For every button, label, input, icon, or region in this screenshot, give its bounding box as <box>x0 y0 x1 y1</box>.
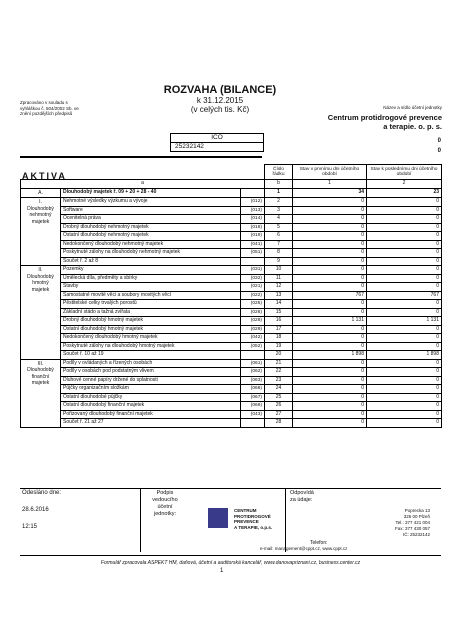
col-2: 2 <box>367 180 442 189</box>
col-1: 1 <box>293 180 367 189</box>
row-label: Součet ř. 10 až 19 <box>61 351 241 360</box>
row-code <box>241 419 265 428</box>
stamp-line: PREVENCE <box>234 519 259 524</box>
value-current: 0 <box>293 249 367 258</box>
value-current: 0 <box>293 368 367 377</box>
table-row <box>21 223 442 232</box>
row-label: Pořizovaný dlouhodobý finanční majetek <box>61 410 241 419</box>
section-name: Dlouhodobý finanční majetek <box>27 367 54 386</box>
row-code <box>241 257 265 266</box>
table-row <box>21 274 442 283</box>
row-code: (014) <box>241 215 265 224</box>
legal-note-line: znění pozdějších předpisů <box>20 111 73 116</box>
value-current: 767 <box>293 291 367 300</box>
responsible-line: Odpovídá <box>290 490 314 496</box>
row-number: 20 <box>265 351 293 360</box>
value-previous: 0 <box>367 385 442 394</box>
col-row-no: Číslo řádku <box>265 165 293 180</box>
col-b: b <box>265 180 293 189</box>
table-row <box>21 249 442 258</box>
row-code: (018) <box>241 223 265 232</box>
row-code: (066) <box>241 385 265 394</box>
value-previous: 0 <box>367 359 442 368</box>
value-current: 0 <box>293 257 367 266</box>
row-label: Ostatní dlouhodobý hmotný majetek <box>61 325 241 334</box>
row-number: 26 <box>265 402 293 411</box>
value-previous: 1 131 <box>367 317 442 326</box>
table-row <box>21 257 442 266</box>
entity-label: Název a sídlo účetní jednotky <box>383 105 442 110</box>
footer-divider <box>20 488 441 489</box>
row-code: (051) <box>241 249 265 258</box>
table-row <box>21 342 442 351</box>
row-label: Poskytnuté zálohy na dlouhodobý nehmotný majetek <box>61 249 241 258</box>
legal-note-line: vyhláškou č. 504/2002 Sb. ve <box>20 105 79 111</box>
row-label: Nehmotné výsledky výzkumu a vývoje <box>61 198 241 207</box>
value-previous: 0 <box>367 240 442 249</box>
bottom-divider <box>20 555 441 556</box>
row-label: Pěstitelské celky trvalých porostů <box>61 300 241 309</box>
row-number: 7 <box>265 240 293 249</box>
value-previous: 0 <box>367 215 442 224</box>
value-previous: 0 <box>367 257 442 266</box>
address-line: Fax: 377 430 057 <box>394 526 430 531</box>
value-current: 0 <box>293 376 367 385</box>
row-code <box>241 188 265 198</box>
value-previous: 0 <box>367 198 442 207</box>
value-previous: 0 <box>367 342 442 351</box>
row-code: (012) <box>241 198 265 207</box>
stamp-line: PROTIDROGOVÉ <box>234 513 271 519</box>
row-code: (021) <box>241 283 265 292</box>
row-number: 3 <box>265 206 293 215</box>
row-number: 21 <box>265 359 293 368</box>
table-row <box>21 206 442 215</box>
row-code: (063) <box>241 376 265 385</box>
value-current: 0 <box>293 223 367 232</box>
contact-email: e-mail: management@cppt.cz, www.cppt.cz <box>260 546 348 551</box>
row-number: 4 <box>265 215 293 224</box>
col-previous: Stav k poslednímu dni účetního období <box>367 165 442 180</box>
row-number: 1 <box>265 188 293 198</box>
units-note: (v celých tis. Kč) <box>190 105 250 114</box>
row-label: Součet ř. 21 až 27 <box>61 419 241 428</box>
row-label: Pozemky <box>61 266 241 275</box>
row-number: 17 <box>265 325 293 334</box>
value-previous: 0 <box>367 368 442 377</box>
row-number: 18 <box>265 334 293 343</box>
row-label: Stavby <box>61 283 241 292</box>
value-current: 0 <box>293 325 367 334</box>
table-row <box>21 325 442 334</box>
row-number: 22 <box>265 368 293 377</box>
table-row <box>21 291 442 300</box>
row-number: 14 <box>265 300 293 309</box>
table-row <box>21 240 442 249</box>
sent-time: 12:15 <box>22 524 38 530</box>
row-label: Ocenitelná práva <box>61 215 241 224</box>
row-code: (026) <box>241 308 265 317</box>
row-code: (069) <box>241 402 265 411</box>
value-previous: 0 <box>367 402 442 411</box>
legal-note-line: Zpracováno v souladu s <box>20 100 68 105</box>
col-a: a <box>21 180 265 189</box>
value-previous: 0 <box>367 376 442 385</box>
value-previous: 0 <box>367 232 442 241</box>
row-number: 8 <box>265 249 293 258</box>
value-current: 0 <box>293 359 367 368</box>
value-previous: 0 <box>367 419 442 428</box>
row-code: (022) <box>241 291 265 300</box>
value-previous: 0 <box>367 393 442 402</box>
sent-label: Odesláno dne: <box>22 490 62 496</box>
address-line: 326 00 Plzeň <box>403 514 430 519</box>
row-number: 9 <box>265 257 293 266</box>
row-number: 27 <box>265 410 293 419</box>
table-row <box>21 317 442 326</box>
value-current: 0 <box>293 232 367 241</box>
value-current: 0 <box>293 198 367 207</box>
row-code: (029) <box>241 325 265 334</box>
table-row <box>21 334 442 343</box>
row-label: Základní stádo a tažná zvířata <box>61 308 241 317</box>
value-previous: 0 <box>367 249 442 258</box>
top-zero: 0 <box>437 148 441 154</box>
value-current: 0 <box>293 266 367 275</box>
divider <box>20 156 262 158</box>
row-number: 24 <box>265 385 293 394</box>
section-number: II. <box>38 267 43 273</box>
row-code: (061) <box>241 359 265 368</box>
row-code: (042) <box>241 334 265 343</box>
row-label: Poskytnuté zálohy na dlouhodobý hmotný majetek <box>61 342 241 351</box>
footer-divider-v <box>285 488 286 552</box>
row-label: Dlouhodobý majetek ř. 09 + 20 + 28 - 40 <box>61 188 241 198</box>
row-label: Umělecká díla, předměty a sbírky <box>61 274 241 283</box>
row-number: 19 <box>265 342 293 351</box>
section-name: Dlouhodobý nehmotný majetek <box>27 205 54 225</box>
value-current: 0 <box>293 300 367 309</box>
value-previous: 0 <box>367 300 442 309</box>
footer-divider-v <box>140 488 141 552</box>
legal-note <box>20 100 130 117</box>
table-row <box>21 232 442 241</box>
value-current: 0 <box>293 283 367 292</box>
row-code: (028) <box>241 317 265 326</box>
row-label: Podíly v ovládaných a řízených osobách <box>61 359 241 368</box>
value-previous: 0 <box>367 410 442 419</box>
row-number: 11 <box>265 274 293 283</box>
value-current: 0 <box>293 206 367 215</box>
row-code: (019) <box>241 232 265 241</box>
form-note: Formulář zpracovala ASPEKT HM, daňová, účetní a auditorská kancelář, www.danovapriznani.cz, business.center.cz <box>100 560 361 566</box>
section-label <box>21 266 61 360</box>
row-code: (043) <box>241 410 265 419</box>
phone-label: Telefon: <box>310 540 328 546</box>
value-current: 0 <box>293 402 367 411</box>
value-previous: 0 <box>367 274 442 283</box>
row-label: Ostatní dlouhodobý nehmotný majetek <box>61 232 241 241</box>
row-number: 6 <box>265 232 293 241</box>
ico-value: 25232142 <box>175 143 204 150</box>
section-label <box>21 198 61 266</box>
table-row <box>21 359 442 368</box>
table-row <box>21 376 442 385</box>
row-label: Nedokončený dlouhodobý hmotný majetek <box>61 334 241 343</box>
value-current: 1 898 <box>293 351 367 360</box>
header-row <box>21 165 442 180</box>
section-number: III. <box>37 360 44 367</box>
sent-block <box>22 490 61 531</box>
stamp-logo-icon <box>208 508 228 528</box>
value-current: 0 <box>293 419 367 428</box>
table-row <box>21 283 442 292</box>
row-number: 5 <box>265 223 293 232</box>
row-number: 12 <box>265 283 293 292</box>
table-row <box>21 188 442 198</box>
row-number: 2 <box>265 198 293 207</box>
row-label: Drobný dlouhodobý hmotný majetek <box>61 317 241 326</box>
sign-line: vedoucího <box>152 497 178 503</box>
section-name: Dlouhodobý hmotný majetek <box>27 273 54 293</box>
row-label: Software <box>61 206 241 215</box>
row-number: 10 <box>265 266 293 275</box>
table-row <box>21 308 442 317</box>
stamp-address <box>350 508 430 538</box>
section-number: I. <box>39 199 42 205</box>
row-label: Dluhové cenné papíry držené do splatnosti <box>61 376 241 385</box>
section-title-aktiva: AKTIVA <box>22 171 67 181</box>
row-label: Součet ř. 2 až 8 <box>61 257 241 266</box>
subheader-row <box>21 180 442 189</box>
value-current: 0 <box>293 240 367 249</box>
table-row <box>21 393 442 402</box>
row-label: Podíly v osobách pod podstatným vlivem <box>61 368 241 377</box>
row-code: (041) <box>241 240 265 249</box>
row-label: Ostatní dlouhodobý finanční majetek <box>61 402 241 411</box>
company-stamp <box>234 508 272 530</box>
table-row <box>21 402 442 411</box>
value-current: 0 <box>293 342 367 351</box>
table-row <box>21 266 442 275</box>
value-previous: 0 <box>367 206 442 215</box>
row-label: Nedokončený dlouhodobý nehmotný majetek <box>61 240 241 249</box>
row-label: Půjčky organizačním složkám <box>61 385 241 394</box>
table-row <box>21 368 442 377</box>
value-previous: 0 <box>367 223 442 232</box>
section-label <box>21 359 61 427</box>
value-previous: 23 <box>367 188 442 198</box>
stamp-line: CENTRUM <box>234 508 257 513</box>
row-label: Ostatní dlouhodobé půjčky <box>61 393 241 402</box>
sent-date: 28.6.2016 <box>22 507 49 513</box>
value-current: 0 <box>293 410 367 419</box>
table-row <box>21 300 442 309</box>
value-previous: 0 <box>367 283 442 292</box>
value-previous: 0 <box>367 334 442 343</box>
row-number: 13 <box>265 291 293 300</box>
section-number: A. <box>38 189 43 196</box>
address-line: IČ: 25232142 <box>402 532 430 537</box>
value-current: 0 <box>293 393 367 402</box>
section-label <box>21 188 61 198</box>
value-current: 0 <box>293 308 367 317</box>
top-zero: 0 <box>437 138 441 144</box>
value-previous: 767 <box>367 291 442 300</box>
row-code: (025) <box>241 300 265 309</box>
table-row <box>21 419 442 428</box>
value-previous: 0 <box>367 266 442 275</box>
sign-line: Podpis <box>156 490 174 496</box>
row-label: Drobný dlouhodobý nehmotný majetek <box>61 223 241 232</box>
row-code: (052) <box>241 342 265 351</box>
responsible-label <box>290 490 314 504</box>
value-previous: 0 <box>367 325 442 334</box>
row-code: (031) <box>241 266 265 275</box>
table-row <box>21 198 442 207</box>
responsible-line: za údaje: <box>290 497 313 503</box>
sign-line: jednotky: <box>153 511 176 517</box>
value-current: 0 <box>293 334 367 343</box>
value-current: 1 131 <box>293 317 367 326</box>
address-line: Poprecka 13 <box>404 508 430 513</box>
table-row <box>21 385 442 394</box>
row-code <box>241 351 265 360</box>
row-number: 23 <box>265 376 293 385</box>
col-current: Stav v prvnímu dni účetního období <box>293 165 367 180</box>
ico-box <box>170 133 264 152</box>
value-previous: 0 <box>367 308 442 317</box>
row-code: (062) <box>241 368 265 377</box>
company-line: Centrum protidrogové prevence <box>327 113 442 122</box>
value-current: 34 <box>293 188 367 198</box>
sign-line: účetní <box>157 504 173 510</box>
stamp-line: A TERAPIE, o.p.s. <box>234 524 273 530</box>
company-name <box>290 113 442 131</box>
document-title: ROZVAHA (BILANCE) <box>163 84 277 96</box>
document-subtitle <box>145 96 295 114</box>
row-code: (013) <box>241 206 265 215</box>
row-code: (067) <box>241 393 265 402</box>
balance-table <box>20 164 442 428</box>
row-number: 28 <box>265 419 293 428</box>
table-row <box>21 410 442 419</box>
company-line: a terapie. o. p. s. <box>383 122 442 131</box>
value-previous: 1 898 <box>367 351 442 360</box>
table-row <box>21 215 442 224</box>
signature-label <box>145 490 185 518</box>
balance-date: k 31.12.2015 <box>196 96 244 105</box>
table-row <box>21 351 442 360</box>
page-number: 1 <box>220 568 224 574</box>
row-label: Samostatné movité věci a soubory movitých věcí <box>61 291 241 300</box>
address-line: Tel.: 377 421 004 <box>395 520 430 525</box>
row-number: 16 <box>265 317 293 326</box>
value-current: 0 <box>293 274 367 283</box>
ico-label: IČO <box>171 134 263 143</box>
value-current: 0 <box>293 385 367 394</box>
row-number: 25 <box>265 393 293 402</box>
row-number: 15 <box>265 308 293 317</box>
value-current: 0 <box>293 215 367 224</box>
row-code: (032) <box>241 274 265 283</box>
